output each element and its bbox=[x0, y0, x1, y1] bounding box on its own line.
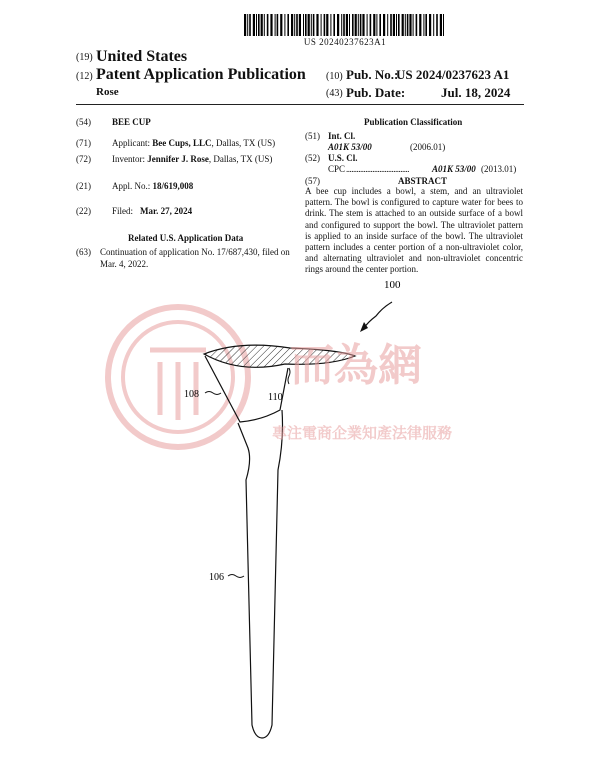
code-54: (54) bbox=[76, 117, 91, 127]
barcode-bar bbox=[387, 14, 388, 36]
appl-no-label: Appl. No.: bbox=[112, 181, 151, 191]
barcode-bar bbox=[362, 14, 364, 36]
barcode-bar bbox=[407, 14, 409, 36]
barcode-bar bbox=[267, 14, 269, 36]
barcode-bar bbox=[373, 14, 375, 36]
patent-title: BEE CUP bbox=[112, 117, 151, 127]
code-12: (12) bbox=[76, 71, 93, 82]
applicant-name: Bee Cups, LLC bbox=[152, 138, 212, 148]
code-10: (10) bbox=[326, 71, 343, 82]
barcode-bar bbox=[409, 14, 411, 36]
applicant bbox=[112, 137, 275, 149]
applicant-location: , Dallas, TX (US) bbox=[211, 138, 276, 148]
barcode-bar bbox=[277, 14, 279, 36]
barcode-bar bbox=[280, 14, 282, 36]
code-57: (57) bbox=[305, 176, 320, 186]
barcode-bar bbox=[405, 14, 406, 36]
cpc-code: A01K 53/00 bbox=[432, 164, 476, 174]
pub-no-label: Pub. No.: bbox=[346, 67, 399, 82]
watermark-logo bbox=[108, 307, 248, 447]
inventor-location: , Dallas, TX (US) bbox=[208, 154, 273, 164]
barcode-bar bbox=[308, 14, 310, 36]
barcode-bar bbox=[383, 14, 385, 36]
barcode-bar bbox=[367, 14, 368, 36]
figure-drawing bbox=[0, 270, 600, 770]
cpc-dots: .................................... bbox=[346, 164, 409, 174]
barcode-bar bbox=[396, 14, 397, 36]
pub-date: Jul. 18, 2024 bbox=[441, 85, 511, 100]
barcode-bar bbox=[346, 14, 348, 36]
barcode-bar bbox=[261, 14, 263, 36]
us-cl-label: U.S. Cl. bbox=[328, 153, 358, 163]
barcode-bar bbox=[402, 14, 404, 36]
inventor-label: Inventor: bbox=[112, 154, 145, 164]
barcode-bar bbox=[440, 14, 442, 36]
leader-108 bbox=[205, 392, 221, 395]
barcode-bar bbox=[311, 14, 312, 36]
barcode-bar bbox=[370, 14, 372, 36]
filed-label: Filed: bbox=[112, 206, 134, 216]
barcode-bar bbox=[352, 14, 354, 36]
barcode-bar bbox=[291, 14, 293, 36]
inventor-name: Jennifer J. Rose bbox=[147, 154, 209, 164]
cpc-year: (2013.01) bbox=[481, 164, 517, 174]
appl-no-value: 18/619,008 bbox=[152, 181, 194, 191]
inventor bbox=[112, 153, 272, 165]
code-51: (51) bbox=[305, 131, 320, 141]
barcode bbox=[244, 14, 446, 36]
barcode-bar bbox=[429, 14, 431, 36]
code-22: (22) bbox=[76, 206, 91, 216]
code-71: (71) bbox=[76, 138, 91, 148]
barcode-bar bbox=[416, 14, 418, 36]
code-19: (19) bbox=[76, 52, 93, 63]
barcode-bar bbox=[299, 14, 301, 36]
appl-no bbox=[112, 180, 193, 192]
barcode-bar bbox=[256, 14, 257, 36]
ref-108: 108 bbox=[184, 389, 199, 400]
barcode-bar bbox=[284, 14, 285, 36]
barcode-bar bbox=[258, 14, 260, 36]
barcode-bar bbox=[247, 14, 248, 36]
barcode-bar bbox=[296, 14, 298, 36]
ref-100: 100 bbox=[384, 279, 401, 291]
barcode-bar bbox=[303, 14, 304, 36]
pub-date-label: Pub. Date: bbox=[346, 85, 406, 100]
barcode-bar bbox=[376, 14, 377, 36]
barcode-bar bbox=[379, 14, 381, 36]
barcode-bar bbox=[337, 14, 339, 36]
barcode-bar bbox=[244, 14, 246, 36]
int-cl-year: (2006.01) bbox=[410, 142, 446, 152]
barcode-bar bbox=[360, 14, 362, 36]
barcode-number: US 20240237623A1 bbox=[303, 37, 387, 47]
barcode-bar bbox=[355, 14, 357, 36]
barcode-bar bbox=[349, 14, 350, 36]
barcode-bar bbox=[316, 14, 318, 36]
barcode-bar bbox=[398, 14, 400, 36]
applicant-label: Applicant: bbox=[112, 138, 150, 148]
related-heading: Related U.S. Application Data bbox=[128, 233, 244, 243]
leader-106 bbox=[228, 575, 244, 578]
watermark-brand: 而為網 bbox=[290, 340, 422, 391]
barcode-bar bbox=[275, 14, 276, 36]
barcode-bar bbox=[358, 14, 359, 36]
barcode-bar bbox=[419, 14, 421, 36]
barcode-bar bbox=[433, 14, 434, 36]
ref-106: 106 bbox=[209, 572, 224, 583]
barcode-bar bbox=[393, 14, 395, 36]
barcode-bar bbox=[330, 14, 331, 36]
barcode-bar bbox=[423, 14, 424, 36]
barcode-bar bbox=[343, 14, 345, 36]
barcode-bar bbox=[326, 14, 328, 36]
barcode-bar bbox=[333, 14, 335, 36]
continuation-text: Continuation of application No. 17/687,430, filed on Mar. 4, 2022. bbox=[100, 247, 290, 269]
code-63: (63) bbox=[76, 247, 91, 257]
barcode-bar bbox=[270, 14, 272, 36]
header-rule bbox=[76, 104, 524, 105]
inventor-short: Rose bbox=[96, 86, 119, 98]
publication-type: Patent Application Publication bbox=[96, 66, 306, 83]
code-52: (52) bbox=[305, 153, 320, 163]
watermark-tagline: 專注電商企業知產法律服務 bbox=[272, 424, 453, 442]
barcode-bar bbox=[313, 14, 315, 36]
code-72: (72) bbox=[76, 154, 91, 164]
leader-100 bbox=[364, 302, 392, 328]
barcode-bar bbox=[443, 14, 444, 36]
barcode-bar bbox=[287, 14, 289, 36]
abstract-text: A bee cup includes a bowl, a stem, and an ultraviolet pattern. The bowl is configured to capture water for bees to drink. The stem is attached to an outside surface of a bowl and configured to support the bowl. The ultraviolet pattern is applied to an inside surface of the bowl. The ultraviolet pattern includes a center portion of a non-ultraviolet color, and alternating ultraviolet and non-ultraviolet concentric rings around the center portion. bbox=[305, 186, 523, 275]
barcode-bar bbox=[253, 14, 255, 36]
cpc-label: CPC bbox=[328, 164, 346, 174]
country: United States bbox=[96, 48, 188, 65]
int-cl-label: Int. Cl. bbox=[328, 131, 356, 141]
abstract-heading: ABSTRACT bbox=[398, 176, 448, 186]
filed-date: Mar. 27, 2024 bbox=[140, 206, 193, 216]
barcode-bar bbox=[390, 14, 392, 36]
barcode-bar bbox=[294, 14, 295, 36]
barcode-bar bbox=[321, 14, 322, 36]
pub-no: US 2024/0237623 A1 bbox=[396, 67, 510, 82]
int-cl-code: A01K 53/00 bbox=[328, 142, 372, 152]
code-43: (43) bbox=[326, 88, 343, 99]
classification-heading: Publication Classification bbox=[364, 117, 463, 127]
barcode-bar bbox=[436, 14, 438, 36]
code-21: (21) bbox=[76, 181, 91, 191]
barcode-bar bbox=[413, 14, 414, 36]
barcode-bar bbox=[249, 14, 251, 36]
barcode-bar bbox=[425, 14, 427, 36]
ref-110: 110 bbox=[268, 392, 283, 403]
barcode-bar bbox=[341, 14, 342, 36]
barcode-bar bbox=[264, 14, 265, 36]
barcode-bar bbox=[324, 14, 326, 36]
stem-outline bbox=[238, 410, 283, 738]
barcode-bar bbox=[305, 14, 307, 36]
